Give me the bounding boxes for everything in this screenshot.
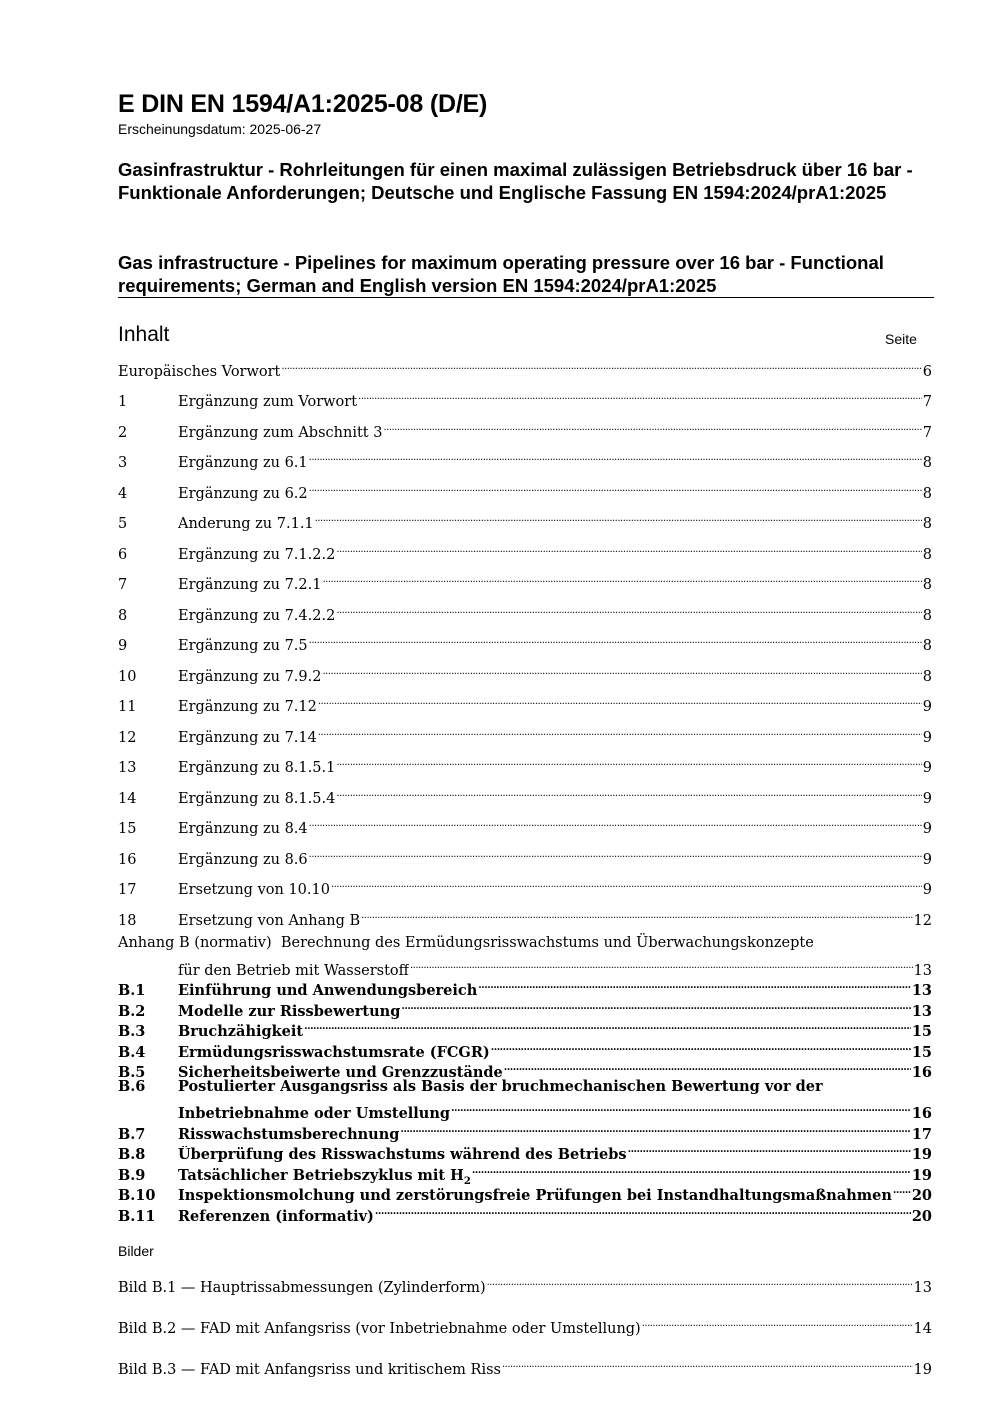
- toc-entry-text: Einführung und Anwendungsbereich: [178, 982, 478, 999]
- toc-entry[interactable]: [118, 508, 932, 532]
- toc-entry-text: Ergänzung zum Vorwort: [178, 394, 358, 410]
- toc-entry-text: Ergänzung zu 8.1.5.4: [178, 791, 336, 807]
- toc-entry-text: Ergänzung zu 7.14: [178, 730, 317, 746]
- toc-entry-text: Postulierter Ausgangsriss als Basis der bruchmechanischen Bewertung vor der: [178, 1078, 823, 1095]
- leader-dots: [309, 478, 922, 498]
- toc-figure-entry[interactable]: [118, 1313, 932, 1337]
- toc-entry-number: 13: [118, 760, 137, 776]
- toc-entry-number: B.9: [118, 1167, 146, 1184]
- title-english: Gas infrastructure - Pipelines for maximum operating pressure over 16 bar - Functional requirements; German and English version EN 1594:2024/prA1:2025: [118, 252, 884, 296]
- leader-dots: [504, 1057, 911, 1077]
- toc-entry-page: 12: [913, 913, 932, 929]
- toc-entry-page: 15: [911, 1023, 932, 1040]
- toc-entry-page: 20: [911, 1208, 932, 1225]
- toc-annex-heading[interactable]: [118, 935, 814, 951]
- toc-entry-page: 13: [913, 1280, 932, 1296]
- toc-entry-page: 6: [922, 364, 932, 380]
- toc-entry-page: 8: [922, 516, 932, 532]
- toc-entry-number: 6: [118, 547, 128, 563]
- toc-entry[interactable]: [118, 722, 932, 746]
- leader-dots: [502, 1354, 913, 1374]
- toc-entry-text: Ergänzung zum Abschnitt 3: [178, 425, 383, 441]
- title-german: Gasinfrastruktur - Rohrleitungen für einen maximal zulässigen Betriebsdruck über 16 bar - Funktionale Anforderungen; Deutsche und Englische Fassung EN 1594:2024/prA1:2025: [118, 159, 913, 203]
- toc-entry-number: B.11: [118, 1208, 156, 1225]
- toc-entry-number: 11: [118, 699, 137, 715]
- toc-entry-text-main: Tatsächlicher Betriebszyklus mit H: [178, 1167, 464, 1184]
- leader-dots: [642, 1313, 913, 1333]
- leader-dots: [893, 1180, 911, 1200]
- toc-entry-text: Ergänzung zu 7.5: [178, 638, 308, 654]
- toc-entry-text: Europäisches Vorwort: [118, 364, 281, 380]
- toc-entry-page: 13: [911, 982, 932, 999]
- toc-entry-page: 13: [913, 963, 932, 979]
- figures-heading: Bilder: [118, 1243, 154, 1259]
- toc-entry[interactable]: [118, 447, 932, 471]
- toc-entry-text: Überprüfung des Risswachstums während des Betriebs: [178, 1146, 627, 1163]
- toc-entry-number: 18: [118, 913, 137, 929]
- leader-dots: [336, 600, 921, 620]
- toc-entry[interactable]: [118, 417, 932, 441]
- leader-dots: [304, 1016, 911, 1036]
- toc-entry-text: Ergänzung zu 7.12: [178, 699, 317, 715]
- toc-figure-entry[interactable]: [118, 1272, 932, 1296]
- toc-heading: Inhalt: [118, 323, 170, 346]
- leader-dots: [315, 508, 922, 528]
- toc-entry-number: 12: [118, 730, 137, 746]
- toc-entry-number: 16: [118, 852, 137, 868]
- toc-entry[interactable]: [118, 905, 932, 929]
- leader-dots: [451, 1098, 911, 1118]
- toc-entry-number: B.8: [118, 1146, 146, 1163]
- toc-annex-entry[interactable]: [118, 1139, 932, 1163]
- toc-entry-number: 8: [118, 608, 128, 624]
- leader-dots: [309, 844, 922, 864]
- toc-entry-page: 16: [911, 1064, 932, 1081]
- toc-entry-text: Modelle zur Rissbewertung: [178, 1003, 401, 1020]
- toc-entry[interactable]: [118, 752, 932, 776]
- leader-dots: [487, 1272, 913, 1292]
- leader-dots: [472, 1160, 911, 1180]
- toc-entry-page: 15: [911, 1044, 932, 1061]
- annex-label: Anhang B (normativ): [118, 935, 272, 951]
- toc-entry-page: 9: [922, 821, 932, 837]
- publication-date: Erscheinungsdatum: 2025-06-27: [118, 121, 322, 137]
- toc-entry-text: Ergänzung zu 7.9.2: [178, 669, 322, 685]
- toc-entry-text: Ersetzung von Anhang B: [178, 913, 361, 929]
- toc-entry[interactable]: [118, 783, 932, 807]
- leader-dots: [478, 975, 911, 995]
- title-divider: [118, 297, 934, 298]
- toc-entry[interactable]: [118, 661, 932, 685]
- toc-entry-number: B.2: [118, 1003, 146, 1020]
- toc-figure-entry[interactable]: [118, 1354, 932, 1378]
- toc-entry-text: Ergänzung zu 6.2: [178, 486, 308, 502]
- toc-entry-text: Risswachstumsberechnung: [178, 1126, 400, 1143]
- leader-dots: [322, 569, 921, 589]
- toc-entry-text: Änderung zu 7.1.1: [178, 516, 314, 532]
- toc-entry[interactable]: [118, 569, 932, 593]
- toc-entry-number: 15: [118, 821, 137, 837]
- leader-dots: [401, 996, 910, 1016]
- toc-annex-entry[interactable]: [118, 1078, 932, 1098]
- document-number: E DIN EN 1594/A1:2025-08 (D/E): [118, 90, 488, 118]
- toc-entry-foreword[interactable]: [118, 356, 932, 380]
- toc-entry-text: Ergänzung zu 7.1.2.2: [178, 547, 336, 563]
- leader-dots: [336, 783, 921, 803]
- toc-entry[interactable]: [118, 813, 932, 837]
- toc-entry-page: 20: [911, 1187, 932, 1204]
- toc-entry-number: 2: [118, 425, 128, 441]
- leader-dots: [281, 356, 921, 376]
- toc-annex-entry[interactable]: [118, 975, 932, 999]
- leader-dots: [410, 955, 913, 975]
- leader-dots: [491, 1037, 911, 1057]
- toc-annex-entry[interactable]: [118, 1037, 932, 1061]
- annex-title-line2: für den Betrieb mit Wasserstoff: [178, 963, 409, 979]
- leader-dots: [358, 386, 922, 406]
- toc-entry-text: Inspektionsmolchung und zerstörungsfreie Prüfungen bei Instandhaltungsmaßnahmen: [178, 1187, 892, 1204]
- toc-entry-text: Ergänzung zu 7.2.1: [178, 577, 322, 593]
- leader-dots: [361, 905, 912, 925]
- toc-annex-entry[interactable]: [118, 1057, 932, 1081]
- toc-annex-entry-cont[interactable]: [118, 1098, 932, 1122]
- leader-dots: [331, 874, 922, 894]
- leader-dots: [628, 1139, 911, 1159]
- toc-entry-text: Ermüdungsrisswachstumsrate (FCGR): [178, 1044, 490, 1061]
- toc-entry-text: Bild B.2 — FAD mit Anfangsriss (vor Inbetriebnahme oder Umstellung): [118, 1321, 641, 1337]
- subscript: 2: [463, 1175, 471, 1187]
- toc-entry-text: Bild B.3 — FAD mit Anfangsriss und kritischem Riss: [118, 1362, 501, 1378]
- toc-entry-page: 19: [911, 1167, 932, 1184]
- leader-dots: [309, 813, 922, 833]
- toc-entry-page: 8: [922, 577, 932, 593]
- toc-annex-entry[interactable]: [118, 1119, 932, 1143]
- toc-entry-page: 9: [922, 730, 932, 746]
- toc-entry-number: 7: [118, 577, 128, 593]
- toc-page-label: Seite: [885, 331, 917, 347]
- toc-entry-text: Ergänzung zu 8.1.5.1: [178, 760, 336, 776]
- leader-dots: [383, 417, 921, 437]
- toc-entry-page: 8: [922, 547, 932, 563]
- toc-entry-text: Ergänzung zu 8.4: [178, 821, 308, 837]
- toc-entry-number: B.1: [118, 982, 146, 999]
- leader-dots: [309, 447, 922, 467]
- toc-entry[interactable]: [118, 874, 932, 898]
- toc-entry-page: 17: [911, 1126, 932, 1143]
- toc-entry-number: 3: [118, 455, 128, 471]
- toc-entry-number: 10: [118, 669, 137, 685]
- toc-entry-number: 14: [118, 791, 137, 807]
- toc-entry-page: 13: [911, 1003, 932, 1020]
- toc-entry-number: B.7: [118, 1126, 146, 1143]
- toc-entry[interactable]: [118, 600, 932, 624]
- toc-entry-page: 19: [913, 1362, 932, 1378]
- toc-entry[interactable]: [118, 691, 932, 715]
- toc-entry-page: 8: [922, 486, 932, 502]
- toc-entry-page: 8: [922, 638, 932, 654]
- toc-entry-page: 9: [922, 852, 932, 868]
- toc-entry-text: Sicherheitsbeiwerte und Grenzzustände: [178, 1064, 503, 1081]
- toc-annex-entry[interactable]: [118, 996, 932, 1020]
- toc-entry-page: 16: [911, 1105, 932, 1122]
- toc-entry[interactable]: [118, 630, 932, 654]
- toc-entry-page: 7: [922, 394, 932, 410]
- toc-entry-number: 5: [118, 516, 128, 532]
- toc-annex-entry[interactable]: [118, 1160, 932, 1187]
- toc-entry[interactable]: [118, 539, 932, 563]
- annex-title-line1: Berechnung des Ermüdungsrisswachstums und Überwachungskonzepte: [280, 935, 814, 951]
- toc-entry-page: 9: [922, 882, 932, 898]
- leader-dots: [322, 661, 921, 681]
- toc-entry-number: 17: [118, 882, 137, 898]
- toc-entry-number: B.3: [118, 1023, 146, 1040]
- toc-entry-text: Inbetriebnahme oder Umstellung: [178, 1105, 451, 1122]
- toc-entry-page: 7: [922, 425, 932, 441]
- toc-entry-number: B.6: [118, 1078, 146, 1095]
- toc-entry-page: 14: [913, 1321, 932, 1337]
- toc-entry-page: 9: [922, 699, 932, 715]
- leader-dots: [400, 1119, 910, 1139]
- toc-annex-entry[interactable]: [118, 1180, 932, 1204]
- leader-dots: [336, 539, 921, 559]
- toc-annex-title-cont[interactable]: [118, 955, 932, 979]
- toc-entry-page: 8: [922, 455, 932, 471]
- toc-annex-entry[interactable]: [118, 1016, 932, 1040]
- toc-entry-number: B.4: [118, 1044, 146, 1061]
- toc-entry-text: Ersetzung von 10.10: [178, 882, 330, 898]
- toc-entry-number: B.10: [118, 1187, 156, 1204]
- toc-entry-page: 19: [911, 1146, 932, 1163]
- toc-entry-text: Bruchzähigkeit: [178, 1023, 304, 1040]
- toc-entry-number: 1: [118, 394, 128, 410]
- leader-dots: [336, 752, 921, 772]
- toc-entry-text: Ergänzung zu 6.1: [178, 455, 308, 471]
- toc-entry[interactable]: [118, 478, 932, 502]
- toc-entry[interactable]: [118, 386, 932, 410]
- toc-entry-number: 9: [118, 638, 128, 654]
- toc-entry-number: B.5: [118, 1064, 146, 1081]
- toc-entry-number: 4: [118, 486, 128, 502]
- leader-dots: [375, 1201, 911, 1221]
- toc-entry-page: 9: [922, 791, 932, 807]
- toc-entry-text: Bild B.1 — Hauptrissabmessungen (Zylinderform): [118, 1280, 486, 1296]
- leader-dots: [318, 722, 922, 742]
- toc-entry-text: Ergänzung zu 7.4.2.2: [178, 608, 336, 624]
- toc-entry-text: Ergänzung zu 8.6: [178, 852, 308, 868]
- toc-entry[interactable]: [118, 844, 932, 868]
- toc-entry-page: 8: [922, 608, 932, 624]
- leader-dots: [309, 630, 922, 650]
- leader-dots: [318, 691, 922, 711]
- toc-entry-text: Referenzen (informativ): [178, 1208, 374, 1225]
- toc-annex-entry[interactable]: [118, 1201, 932, 1225]
- toc-entry-page: 8: [922, 669, 932, 685]
- toc-entry-page: 9: [922, 760, 932, 776]
